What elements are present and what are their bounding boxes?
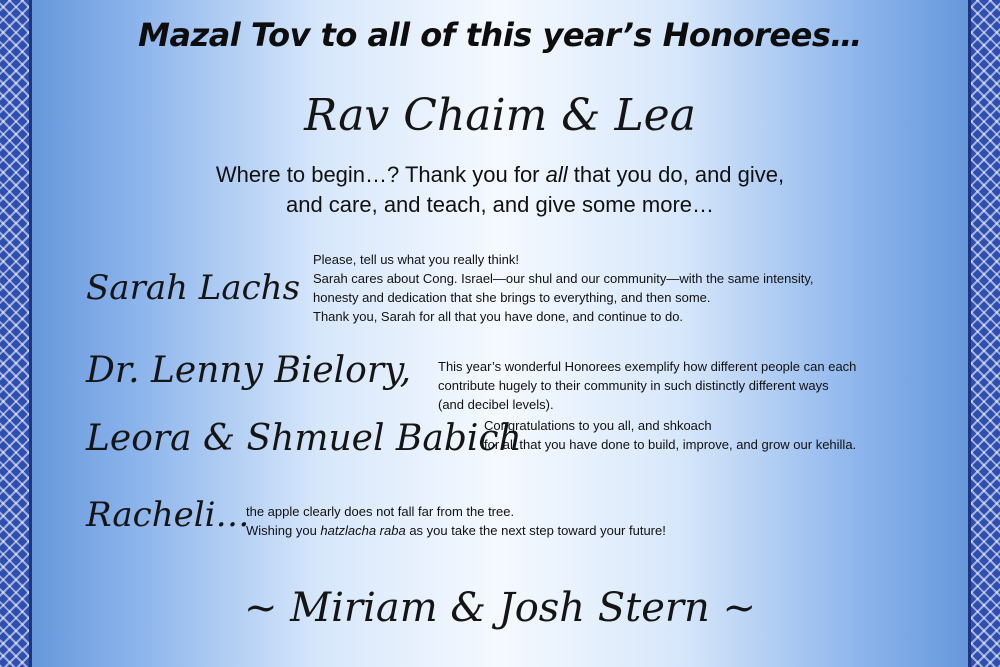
racheli-line2-text-end: as you take the next step toward your future! — [405, 523, 666, 538]
rav-message-line-2: and care, and teach, and give some more… — [285, 192, 715, 217]
racheli-name: Racheli… — [86, 495, 250, 535]
rav-line1-text-end: that you do, and give, — [567, 162, 785, 187]
sarah-message-line: Please, tell us what you really think! — [313, 252, 519, 267]
rav-chaim-lea-name: Rav Chaim & Lea — [304, 90, 696, 141]
sarah-message — [313, 250, 814, 326]
rav-message-line-1 — [60, 160, 940, 190]
congratulations-message — [484, 416, 856, 454]
honorees-message — [438, 357, 856, 414]
racheli-message — [246, 502, 666, 540]
headline: Mazal Tov to all of this year’s Honorees… — [138, 16, 862, 54]
racheli-line2-emphasis: hatzlacha raba — [320, 523, 406, 538]
honorees-message-line: contribute hugely to their community in such distinctly different ways — [438, 378, 829, 393]
racheli-line2-text: Wishing you — [246, 523, 321, 538]
rav-line1-emphasis: all — [545, 162, 568, 187]
sarah-message-line: Sarah cares about Cong. Israel—our shul and our community—with the same intensity, — [313, 271, 814, 286]
congratulations-line: Congratulations to you all, and shkoach — [484, 418, 712, 433]
rav-line1-text: Where to begin…? Thank you for — [215, 162, 546, 187]
honorees-message-line: (and decibel levels). — [438, 397, 554, 412]
signature: ~ Miriam & Josh Stern ~ — [243, 585, 757, 631]
sarah-message-line: Thank you, Sarah for all that you have done, and continue to do. — [313, 309, 684, 324]
leora-shmuel-babich-name: Leora & Shmuel Babich — [86, 418, 522, 459]
decorative-border-left — [0, 0, 32, 667]
racheli-message-line-1: the apple clearly does not fall far from the tree. — [246, 504, 515, 519]
decorative-border-right — [968, 0, 1000, 667]
sarah-message-line: honesty and dedication that she brings to everything, and then some. — [313, 290, 711, 305]
lenny-bielory-name: Dr. Lenny Bielory, — [86, 350, 412, 391]
racheli-message-line-2 — [246, 521, 666, 540]
congratulations-line: for all that you have done to build, improve, and grow our kehilla. — [484, 437, 857, 452]
rav-message — [60, 160, 940, 220]
sarah-lachs-name: Sarah Lachs — [86, 268, 301, 308]
honorees-message-line: This year’s wonderful Honorees exemplify how different people can each — [438, 359, 857, 374]
